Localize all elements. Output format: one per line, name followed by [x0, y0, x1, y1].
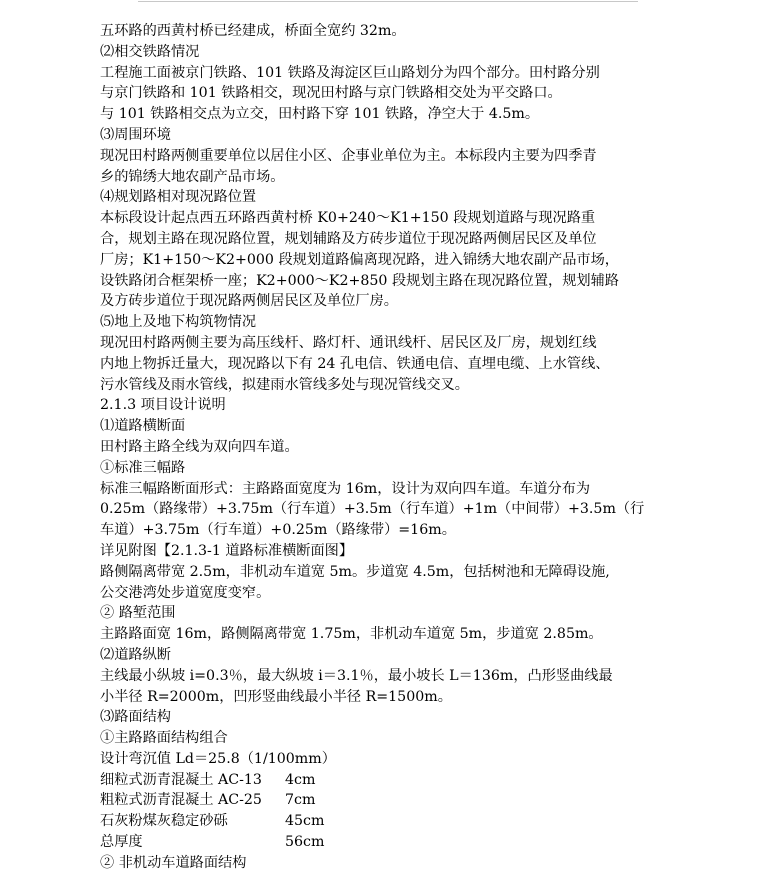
text-line: 主路路面宽 16m，路侧隔离带宽 1.75m，非机动车道宽 5m，步道宽 2.85m。 [100, 626, 603, 643]
text-line: 内地上物拆迁量大，现况路以下有 24 孔电信、铁通电信、直埋电缆、上水管线、 [100, 355, 610, 372]
text-line: 五环路的西黄村桥已经建成，桥面全宽约 32m。 [100, 23, 406, 39]
text-line: 与 101 铁路相交点为立交，田村路下穿 101 铁路，净空大于 4.5m。 [100, 106, 540, 123]
text-line: 及方砖步道位于现况路两侧居民区及单位厂房。 [100, 293, 398, 310]
material-thickness: 7cm [285, 792, 316, 809]
material-name: 总厚度 [100, 834, 143, 851]
text-line: 设计弯沉值 Ld＝25.8（1/100mm） [100, 750, 336, 767]
text-line: 车道）+3.75m（行车道）+0.25m（路缘带）=16m。 [100, 522, 456, 539]
text-line: 田村路主路全线为双向四车道。 [100, 438, 299, 455]
text-line: 路侧隔离带宽 2.5m，非机动车道宽 5m。步道宽 4.5m，包括树池和无障碍设施, [100, 563, 610, 580]
section-heading: ①标准三幅路 [100, 459, 186, 476]
material-row [100, 790, 660, 811]
section-heading: ⑶周围环境 [100, 126, 171, 143]
text-line: 污水管线及雨水管线，拟建雨水管线多处与现况管线交叉。 [100, 376, 469, 393]
text-line: 设铁路闭合框架桥一座；K2+000～K2+850 段规划主路在现况路位置，规划辅路 [100, 272, 619, 289]
section-heading: ①主路路面结构组合 [100, 730, 228, 747]
subsection-title: 2.1.3 项目设计说明 [100, 397, 226, 414]
text-line: 小半径 R=2000m，凹形竖曲线最小半径 R=1500m。 [100, 688, 452, 705]
figure-reference: 详见附图【2.1.3-1 道路标准横断面图】 [100, 542, 354, 559]
material-row [100, 811, 660, 832]
section-heading: ⑷规划路相对现况路位置 [100, 189, 257, 206]
section-heading: ⑸地上及地下构筑物情况 [100, 314, 257, 331]
text-line: 现况田村路两侧主要为高压线杆、路灯杆、通讯线杆、居民区及厂房，规划红线 [100, 334, 597, 351]
material-name: 细粒式沥青混凝土 AC-13 [100, 771, 262, 788]
text-line: 标准三幅路断面形式：主路路面宽度为 16m，设计为双向四车道。车道分布为 [100, 480, 591, 497]
text-line: 工程施工面被京门铁路、101 铁路及海淀区巨山路划分为四个部分。田村路分别 [100, 64, 600, 81]
document-body [100, 21, 660, 874]
text-line: 厂房；K1+150～K2+000 段规划道路偏离现况路，进入锦绣大地农副产品市场， [100, 251, 619, 268]
text-line: 乡的锦绣大地农副产品市场。 [100, 168, 285, 185]
material-thickness: 45cm [285, 813, 325, 830]
material-row [100, 770, 660, 791]
material-thickness: 56cm [285, 834, 325, 851]
text-line: 公交港湾处步道宽度变窄。 [100, 584, 271, 601]
text-line: 与京门铁路和 101 铁路相交，现况田村路与京门铁路相交处为平交路口。 [100, 85, 562, 102]
section-heading: ② 非机动车道路面结构 [100, 854, 247, 871]
material-name: 粗粒式沥青混凝土 AC-25 [100, 792, 262, 809]
text-line: 合，规划主路在现况路位置，规划辅路及方砖步道位于现况路两侧居民区及单位 [100, 230, 597, 247]
section-heading: ⑵相交铁路情况 [100, 43, 200, 60]
page-header-rule [138, 1, 638, 2]
section-heading: ⑶路面结构 [100, 709, 171, 726]
material-row [100, 832, 660, 853]
section-heading: ② 路堑范围 [100, 605, 176, 622]
material-name: 石灰粉煤灰稳定砂砾 [100, 813, 228, 830]
text-line: 本标段设计起点西五环路西黄村桥 K0+240～K1+150 段规划道路与现况路重 [100, 210, 596, 227]
material-thickness: 4cm [285, 771, 316, 788]
section-heading: ⑵道路纵断 [100, 646, 171, 663]
section-heading: ⑴道路横断面 [100, 418, 186, 435]
text-line: 现况田村路两侧重要单位以居住小区、企事业单位为主。本标段内主要为四季青 [100, 147, 597, 164]
text-line: 主线最小纵坡 i=0.3％，最大纵坡 i＝3.1％，最小坡长 L＝136m，凸形竖曲线最 [100, 667, 613, 684]
text-line: 0.25m（路缘带）+3.75m（行车道）+3.5m（行车道）+1m（中间带）+3.5m（行 [100, 501, 645, 518]
